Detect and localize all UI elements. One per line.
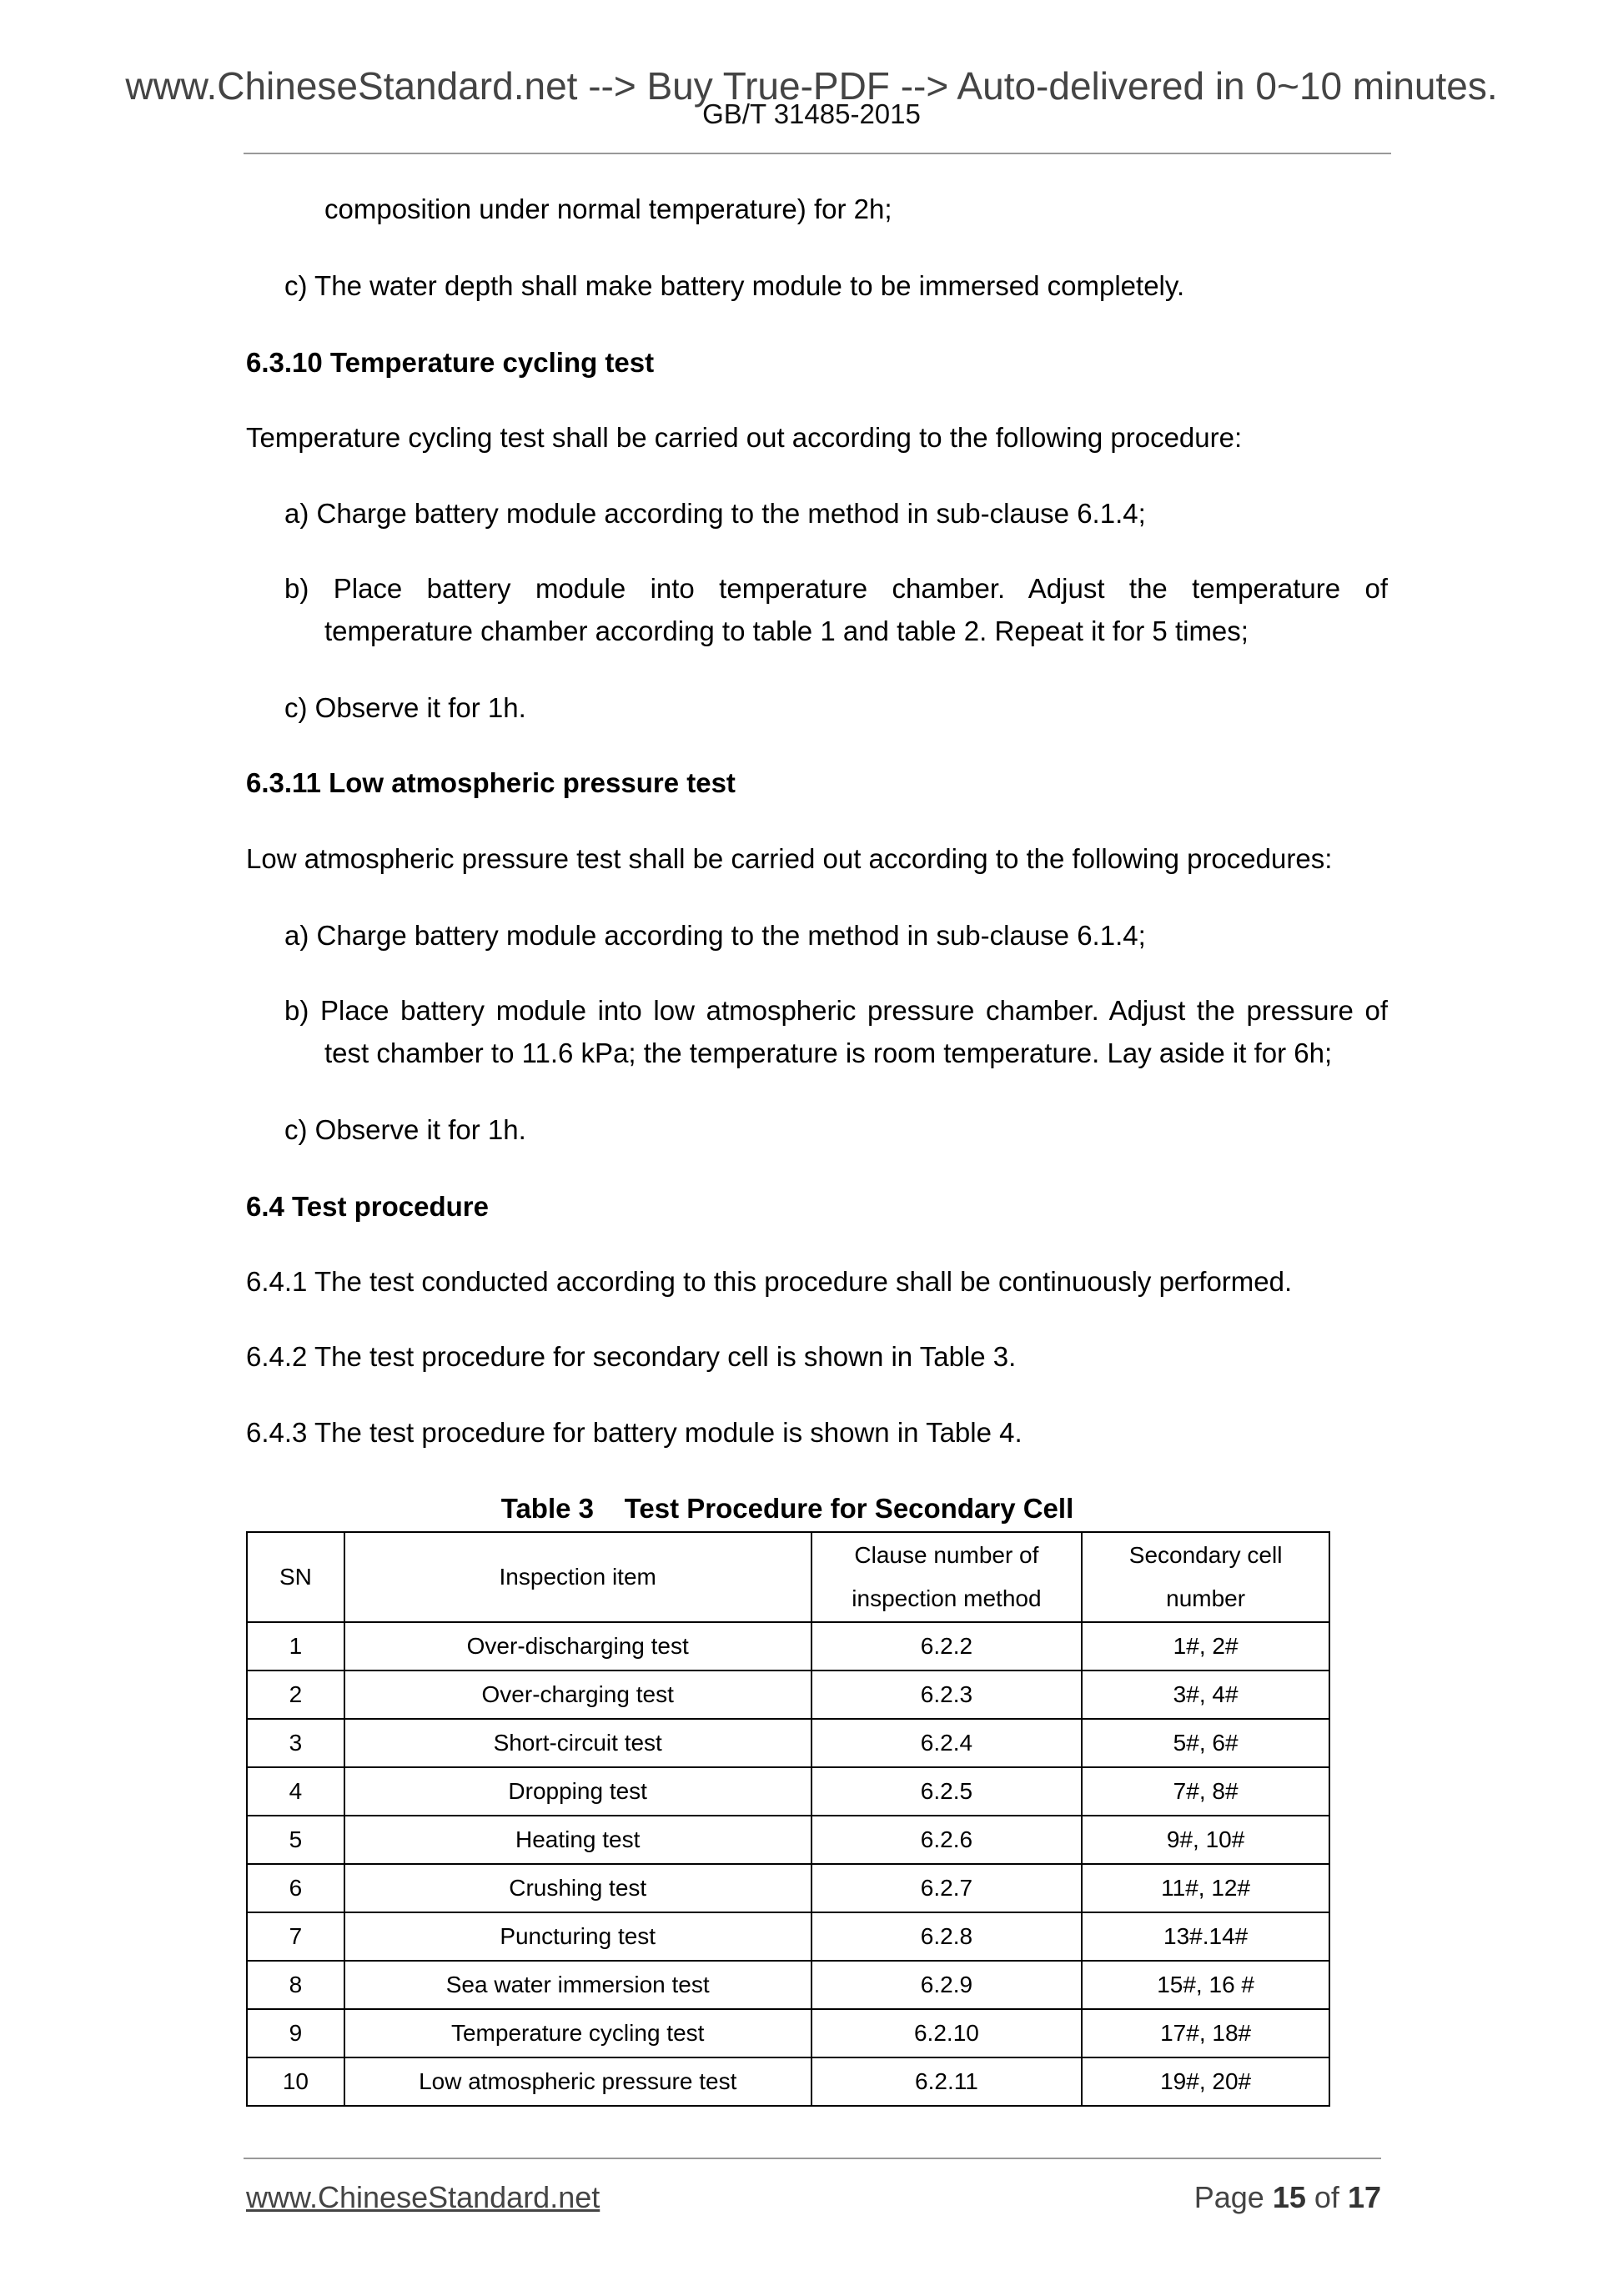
cell-clause-number: 6.2.11: [812, 2057, 1083, 2106]
cell-inspection-item: Temperature cycling test: [344, 2009, 812, 2057]
table-row: [247, 1767, 1329, 1816]
paragraph: 6.4.2 The test procedure for secondary cell is shown in Table 3.: [246, 1341, 1017, 1372]
cell-inspection-item: Over-discharging test: [344, 1622, 812, 1671]
list-item: c) Observe it for 1h.: [284, 692, 526, 723]
cell-clause-number: 6.2.10: [812, 2009, 1083, 2057]
page-of: of: [1314, 2180, 1339, 2214]
cell-inspection-item: Puncturing test: [344, 1912, 812, 1961]
section-heading: 6.4 Test procedure: [246, 1191, 489, 1222]
cell-clause-number: 6.2.7: [812, 1864, 1083, 1912]
table-row: [247, 1864, 1329, 1912]
table-row: [247, 1719, 1329, 1767]
standard-number: GB/T 31485-2015: [702, 98, 921, 129]
cell-clause-number: 6.2.9: [812, 1961, 1083, 2009]
cell-sn: 6: [247, 1864, 344, 1912]
cell-sn: 1: [247, 1622, 344, 1671]
header-banner: www.ChineseStandard.net --> Buy True-PDF --> Auto-delivered in 0~10 minutes.: [125, 64, 1498, 108]
cell-secondary-cell-number: 13#.14#: [1082, 1912, 1329, 1961]
section-heading: 6.3.11 Low atmospheric pressure test: [246, 767, 736, 798]
cell-inspection-item: Sea water immersion test: [344, 1961, 812, 2009]
cell-secondary-cell-number: 15#, 16 #: [1082, 1961, 1329, 2009]
cell-inspection-item: Over-charging test: [344, 1671, 812, 1719]
cell-secondary-cell-number: 17#, 18#: [1082, 2009, 1329, 2057]
page-number: [1194, 2180, 1381, 2215]
paragraph: 6.4.1 The test conducted according to this procedure shall be continuously performed.: [246, 1266, 1293, 1297]
table-row: [247, 1671, 1329, 1719]
cell-sn: 4: [247, 1767, 344, 1816]
list-item: [284, 572, 1388, 605]
paragraph-line: composition under normal temperature) for 2h;: [324, 193, 892, 224]
cell-clause-number: 6.2.5: [812, 1767, 1083, 1816]
cell-sn: 2: [247, 1671, 344, 1719]
page-prefix: Page: [1193, 2180, 1264, 2214]
column-header-cell-number: Secondary cell number: [1082, 1532, 1329, 1622]
cell-inspection-item: Heating test: [344, 1816, 812, 1864]
list-item-text: b) Place battery module into temperature chamber. Adjust the temperature of: [284, 573, 1388, 604]
cell-sn: 3: [247, 1719, 344, 1767]
cell-inspection-item: Low atmospheric pressure test: [344, 2057, 812, 2106]
table-row: [247, 2009, 1329, 2057]
cell-secondary-cell-number: 11#, 12#: [1082, 1864, 1329, 1912]
cell-inspection-item: Dropping test: [344, 1767, 812, 1816]
list-item-text: b) Place battery module into low atmospheric pressure chamber. Adjust the pressure of: [284, 995, 1388, 1026]
header-divider: [244, 153, 1391, 154]
paragraph: Low atmospheric pressure test shall be carried out according to the following procedures:: [246, 843, 1333, 874]
table-row: [247, 1912, 1329, 1961]
table-header-row: [247, 1532, 1329, 1622]
list-item: [284, 994, 1388, 1027]
cell-secondary-cell-number: 19#, 20#: [1082, 2057, 1329, 2106]
cell-sn: 7: [247, 1912, 344, 1961]
test-procedure-table: [246, 1531, 1330, 2107]
cell-clause-number: 6.2.8: [812, 1912, 1083, 1961]
table-row: [247, 1961, 1329, 2009]
cell-clause-number: 6.2.4: [812, 1719, 1083, 1767]
list-item: a) Charge battery module according to the method in sub-clause 6.1.4;: [284, 920, 1146, 951]
cell-inspection-item: Crushing test: [344, 1864, 812, 1912]
list-item: c) The water depth shall make battery module to be immersed completely.: [284, 270, 1185, 301]
cell-secondary-cell-number: 7#, 8#: [1082, 1767, 1329, 1816]
table-row: [247, 2057, 1329, 2106]
list-item-continuation: temperature chamber according to table 1 and table 2. Repeat it for 5 times;: [324, 615, 1249, 646]
cell-secondary-cell-number: 9#, 10#: [1082, 1816, 1329, 1864]
cell-secondary-cell-number: 1#, 2#: [1082, 1622, 1329, 1671]
column-header-inspection-item: Inspection item: [344, 1532, 812, 1622]
list-item-continuation: test chamber to 11.6 kPa; the temperature is room temperature. Lay aside it for 6h;: [324, 1037, 1333, 1068]
cell-sn: 10: [247, 2057, 344, 2106]
cell-inspection-item: Short-circuit test: [344, 1719, 812, 1767]
table-caption: Table 3 Test Procedure for Secondary Cell: [500, 1493, 1074, 1524]
cell-sn: 5: [247, 1816, 344, 1864]
section-heading: 6.3.10 Temperature cycling test: [246, 347, 655, 378]
paragraph: 6.4.3 The test procedure for battery module is shown in Table 4.: [246, 1417, 1023, 1448]
paragraph: Temperature cycling test shall be carried out according to the following procedure:: [246, 422, 1243, 453]
footer-divider: [244, 2158, 1381, 2159]
cell-sn: 8: [247, 1961, 344, 2009]
cell-clause-number: 6.2.6: [812, 1816, 1083, 1864]
cell-clause-number: 6.2.2: [812, 1622, 1083, 1671]
cell-clause-number: 6.2.3: [812, 1671, 1083, 1719]
footer-website-link[interactable]: www.ChineseStandard.net: [246, 2180, 600, 2214]
column-header-sn: SN: [247, 1532, 344, 1622]
column-header-clause-number: Clause number of inspection method: [812, 1532, 1083, 1622]
cell-sn: 9: [247, 2009, 344, 2057]
table-row: [247, 1622, 1329, 1671]
list-item: a) Charge battery module according to the method in sub-clause 6.1.4;: [284, 498, 1146, 529]
cell-secondary-cell-number: 3#, 4#: [1082, 1671, 1329, 1719]
page-current: 15: [1272, 2180, 1306, 2214]
list-item: c) Observe it for 1h.: [284, 1114, 526, 1145]
table-row: [247, 1816, 1329, 1864]
cell-secondary-cell-number: 5#, 6#: [1082, 1719, 1329, 1767]
page-total: 17: [1347, 2180, 1381, 2214]
